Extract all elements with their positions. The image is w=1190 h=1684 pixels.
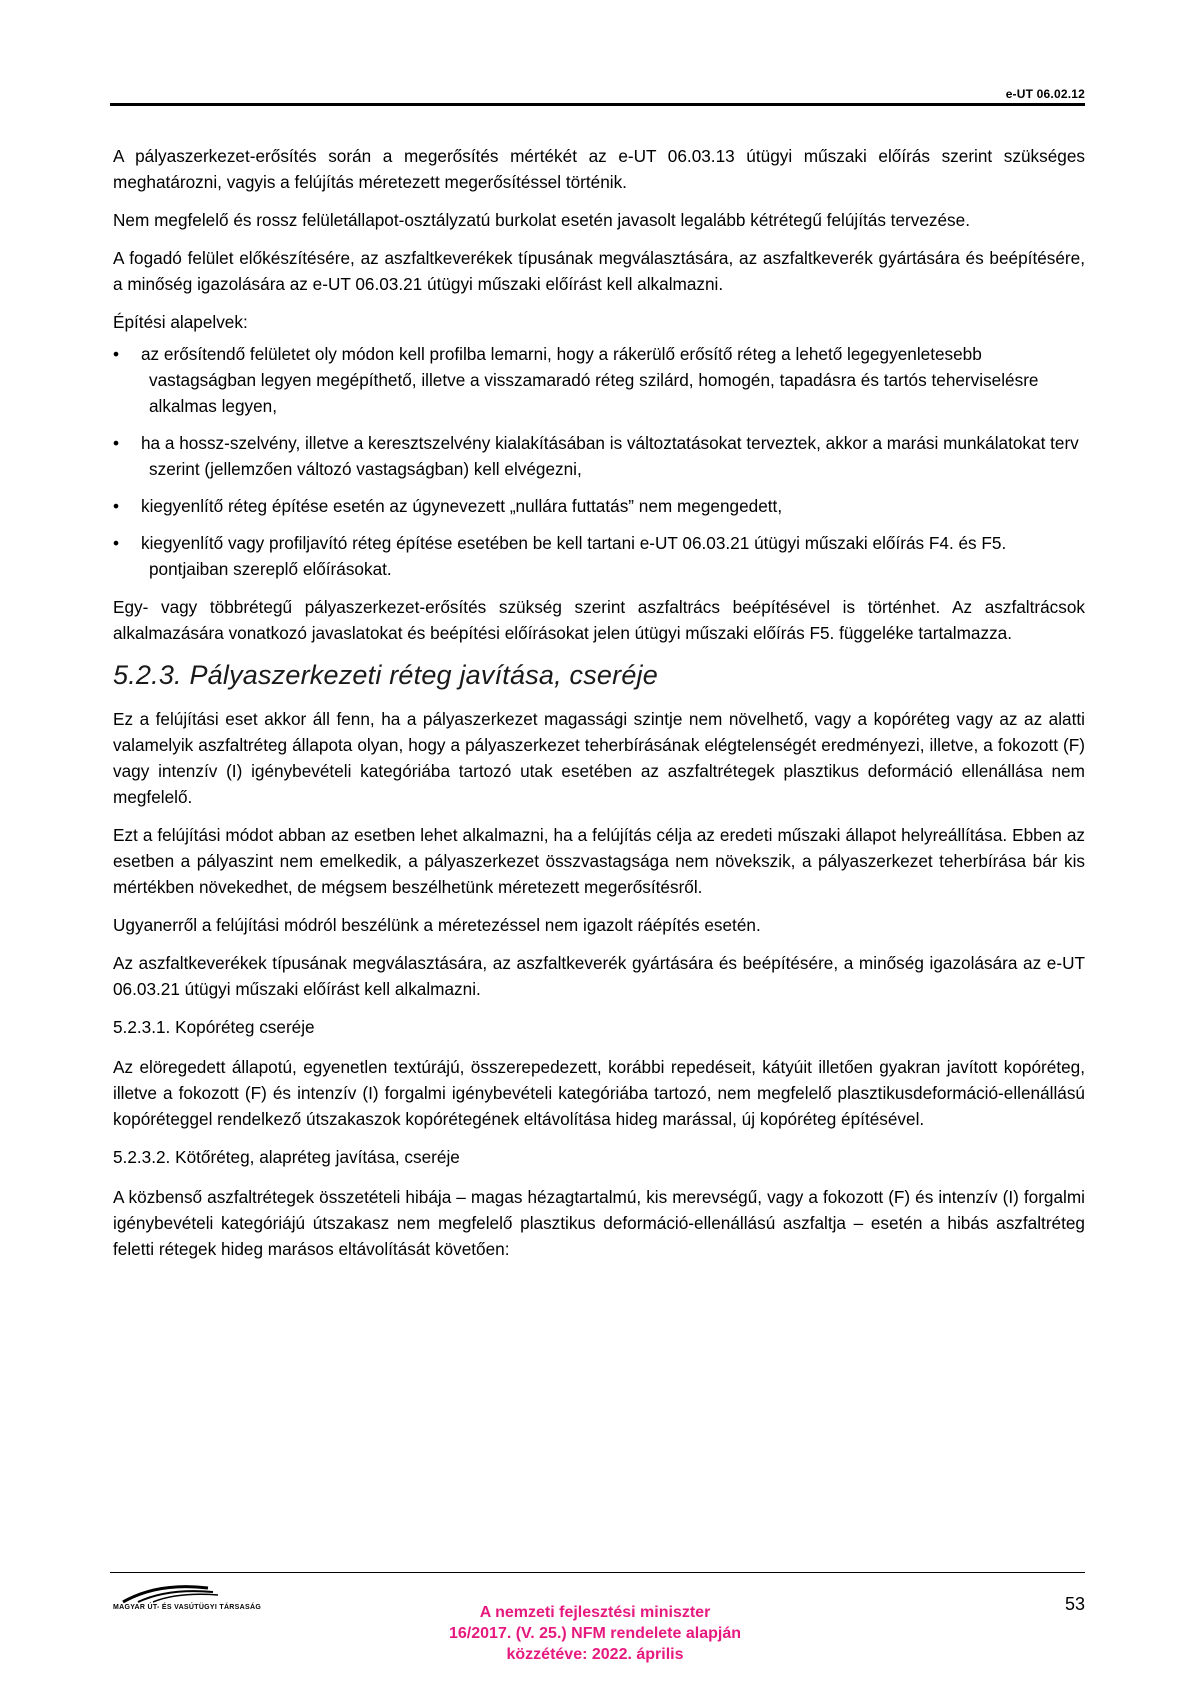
subsection-heading: 5.2.3.2. Kötőréteg, alapréteg javítása, cseréje (113, 1147, 460, 1167)
paragraph: A közbenső aszfaltrétegek összetételi hibája – magas hézagtartalmú, kis merevségű, vagy a fokozott (F) és intenzív (I) forgalmi igénybevételi kategóriájú útszakasz nem megfelelő plasztikus deformáció-ellenállású aszfaltja – esetén a hibás aszfaltréteg feletti rétegek hideg marásos eltávolítását követően: (113, 1187, 1085, 1259)
subsection-heading: 5.2.3.1. Kopóréteg cseréje (113, 1017, 315, 1037)
bullet-icon: • (113, 496, 120, 516)
logo-text: MAGYAR ÚT- ÉS VASÚTÜGYI TÁRSASÁG (113, 1604, 262, 1611)
list-item (113, 341, 1085, 419)
bullet-icon: • (113, 344, 120, 364)
publication-line: közzétéve: 2022. április (506, 1646, 684, 1663)
bullet-icon: • (113, 533, 120, 553)
paragraph: A fogadó felület előkészítésére, az aszfaltkeverékek típusának megválasztására, az aszfaltkeverék gyártására és beépítésére, a minőség igazolására az e-UT 06.03.21 útügyi műszaki előírást kell alkalmazni. (113, 248, 1085, 294)
section-heading: 5.2.3. Pályaszerkezeti réteg javítása, cseréje (113, 660, 658, 690)
organization-logo (113, 1580, 273, 1616)
list-item (113, 530, 1085, 582)
bullet-icon: • (113, 433, 120, 453)
list-item (113, 493, 1085, 519)
paragraph: Az elöregedett állapotú, egyenetlen textúrájú, összerepedezett, korábbi repedéseit, kátyúit illetően gyakran javított kopóréteg, illetve a fokozott (F) és intenzív (I) forgalmi igénybevételi kategóriába tartozó, nem megfelelő plasztikusdeformáció-ellenállású kopóréteggel rendelkező útszakaszok kopórétegének eltávolítása hideg marással, új kopóréteg építésével. (113, 1057, 1085, 1129)
list-item (113, 430, 1085, 482)
list-item-text: kiegyenlítő vagy profiljavító réteg építése esetében be kell tartani e-UT 06.03.21 útügyi műszaki előírás F4. és F5. pontjaiban szereplő előírásokat. (141, 533, 1007, 579)
footer-divider (110, 1572, 1085, 1573)
paragraph: Egy- vagy többrétegű pályaszerkezet-erősítés szükség szerint aszfaltrács beépítésével is történhet. Az aszfaltrácsok alkalmazására vonatkozó javaslatokat és beépítési előírásokat jelen útügyi műszaki előírás F5. függeléke tartalmazza. (113, 597, 1085, 643)
header-divider (110, 103, 1085, 106)
page-body (113, 143, 1085, 1274)
publication-line: 16/2017. (V. 25.) NFM rendelete alapján (449, 1625, 741, 1642)
list-item-text: ha a hossz-szelvény, illetve a keresztszelvény kialakításában is változtatásokat terveztek, akkor a marási munkálatokat terv szerint (jellemzően változó vastagságban) kell elvégezni, (141, 433, 1079, 479)
road-logo-icon (113, 1580, 273, 1604)
principles-list (113, 341, 1085, 582)
publication-note (395, 1602, 795, 1665)
list-item-text: kiegyenlítő réteg építése esetén az úgynevezett „nullára futtatás” nem megengedett, (141, 496, 783, 516)
list-heading: Építési alapelvek: (113, 312, 248, 332)
paragraph: Az aszfaltkeverékek típusának megválasztására, az aszfaltkeverék gyártására és beépítésére, a minőség igazolására az e-UT 06.03.21 útügyi műszaki előírást kell alkalmazni. (113, 953, 1085, 999)
paragraph: Ezt a felújítási módot abban az esetben lehet alkalmazni, ha a felújítás célja az eredeti műszaki állapot helyreállítása. Ebben az esetben a pályaszint nem emelkedik, a pályaszerkezet összvastagsága nem növekszik, a pályaszerkezet teherbírása bár kis mértékben növekedhet, de mégsem beszélhetünk méretezett megerősítésről. (113, 825, 1085, 897)
paragraph: A pályaszerkezet-erősítés során a megerősítés mértékét az e-UT 06.03.13 útügyi műszaki előírás szerint szükséges meghatározni, vagyis a felújítás méretezett megerősítéssel történik. (113, 146, 1085, 192)
paragraph: Nem megfelelő és rossz felületállapot-osztályzatú burkolat esetén javasolt legalább kétrétegű felújítás tervezése. (113, 210, 970, 230)
list-item-text: az erősítendő felületet oly módon kell profilba lemarni, hogy a rákerülő erősítő réteg a lehető legegyenletesebb vastagságban legyen megépíthető, illetve a visszamaradó réteg szilárd, homogén, tapadásra és tartós teherviselésre alkalmas legyen, (141, 344, 1039, 416)
publication-line: A nemzeti fejlesztési miniszter (479, 1604, 711, 1621)
paragraph: Ez a felújítási eset akkor áll fenn, ha a pályaszerkezet magassági szintje nem növelhető, vagy a kopóréteg vagy az az alatti valamelyik aszfaltréteg állapota olyan, hogy a pályaszerkezet teherbírásának elégtelenségét eredményezi, illetve, a fokozott (F) vagy intenzív (I) igénybevételi kategóriába tartozó utak esetében az aszfaltrétegek plasztikus deformáció ellenállása nem megfelelő. (113, 709, 1085, 807)
paragraph: Ugyanerről a felújítási módról beszélünk a méretezéssel nem igazolt ráépítés esetén. (113, 915, 761, 935)
page-number: 53 (1064, 1594, 1085, 1614)
document-code: e-UT 06.02.12 (1005, 87, 1085, 101)
